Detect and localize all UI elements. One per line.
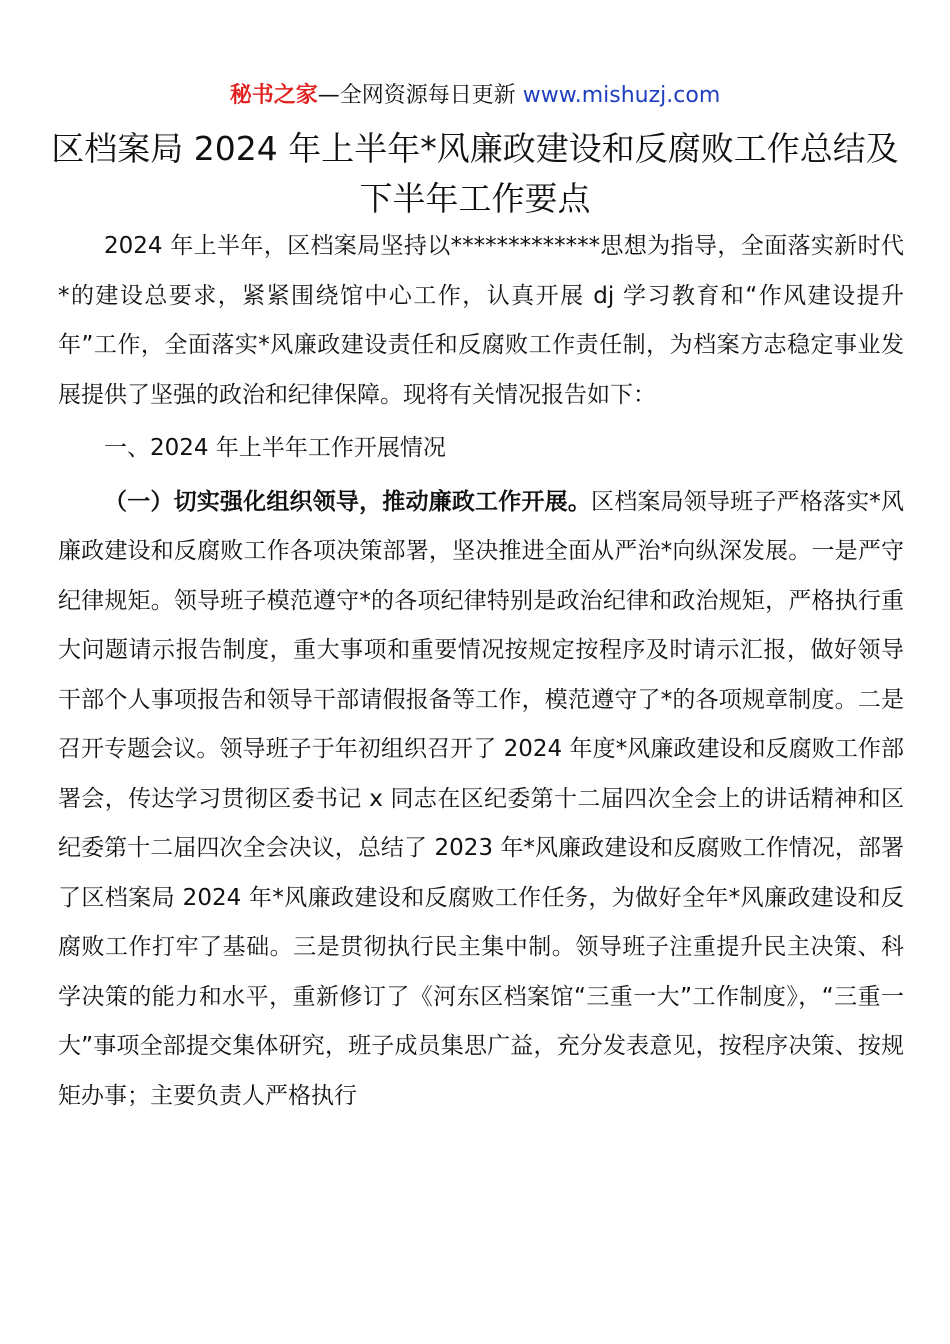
paragraph-1-lead: （一）切实强化组织领导，推动廉政工作开展。	[104, 488, 592, 515]
brand-name: 秘书之家	[229, 83, 318, 108]
document-title: 区档案局 2024 年上半年*风廉政建设和反腐败工作总结及下半年工作要点	[51, 129, 899, 218]
section-heading: 一、2024 年上半年工作开展情况	[104, 435, 446, 461]
header-tagline: —全网资源每日更新	[317, 83, 523, 108]
document-body	[58, 222, 904, 1121]
paragraph-1	[58, 478, 904, 1122]
intro-paragraph: 2024 年上半年，区档案局坚持以*************思想为指导，全面落实新时代*的建设总要求，紧紧围绕馆中心工作，认真开展 dj 学习教育和“作风建设提升年”工作，全面落实*风廉政建设责任和反腐败工作责任制，为档案方志稳定事业发展提供了坚强的政治和纪律保障。现将有关情况报告如下：	[58, 233, 904, 408]
site-url[interactable]: www.mishuzj.com	[522, 83, 721, 108]
paragraph-1-body: 区档案局领导班子严格落实*风廉政建设和反腐败工作各项决策部署，坚决推进全面从严治*向纵深发展。一是严守纪律规矩。领导班子模范遵守*的各项纪律特别是政治纪律和政治规矩，严格执行重大问题请示报告制度，重大事项和重要情况按规定按程序及时请示汇报，做好领导干部个人事项报告和领导干部请假报备等工作，模范遵守了*的各项规章制度。二是召开专题会议。领导班子于年初组织召开了 2024 年度*风廉政建设和反腐败工作部署会，传达学习贯彻区委书记 x 同志在区纪委第十二届四次全会上的讲话精神和区纪委第十二届四次全会决议，总结了 2023 年*风廉政建设和反腐败工作情况，部署了区档案局 2024 年*风廉政建设和反腐败工作任务，为做好全年*风廉政建设和反腐败工作打牢了基础。三是贯彻执行民主集中制。领导班子注重提升民主决策、科学决策的能力和水平，重新修订了《河东区档案馆“三重一大”工作制度》，“三重一大”事项全部提交集体研究，班子成员集思广益，充分发表意见，按程序决策、按规矩办事；主要负责人严格执行	[58, 488, 905, 1109]
site-header	[0, 80, 950, 112]
